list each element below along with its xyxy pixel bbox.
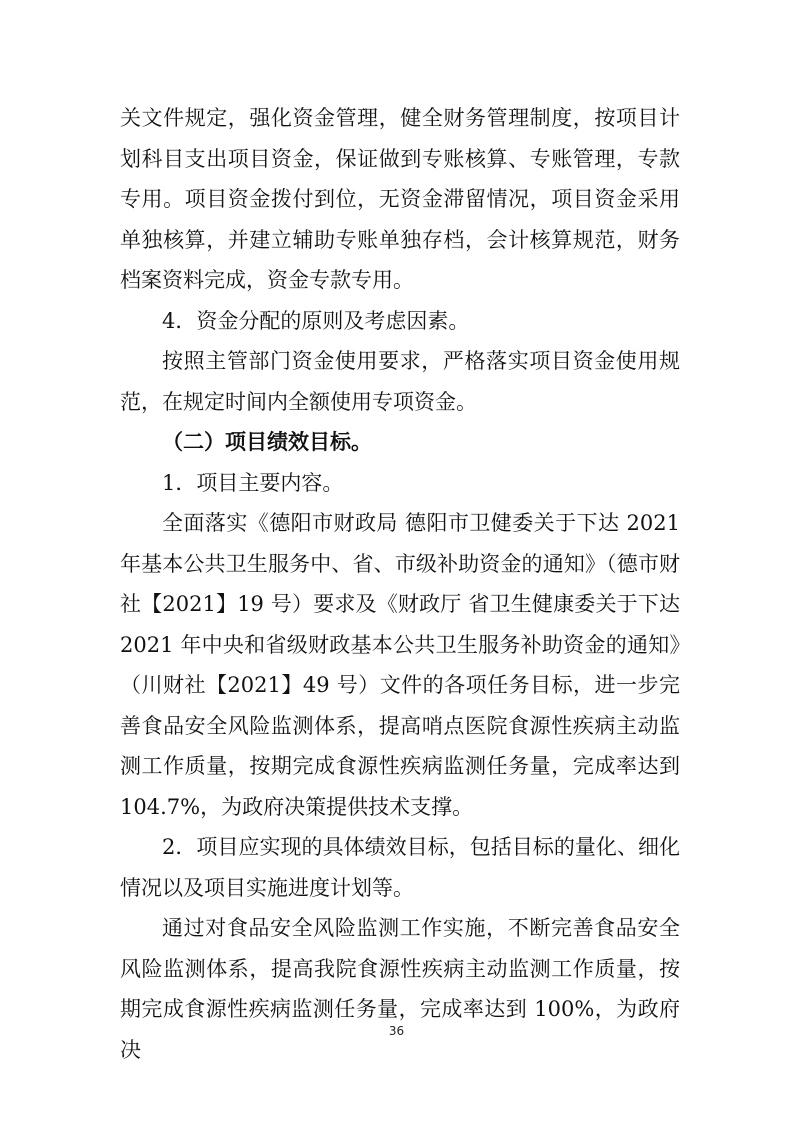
paragraph-specific-goals: 通过对食品安全风险监测工作实施，不断完善食品安全风险监测体系，提高我院食源性疾病主动监测工作质量，按期完成食源性疾病监测任务量，完成率达到 100%，为政府决 — [120, 916, 680, 1062]
item-1-heading: 1．项目主要内容。 — [162, 470, 344, 495]
paragraph-main-content: 全面落实《德阳市财政局 德阳市卫健委关于下达 2021 年基本公共卫生服务中、省、市级补助资金的通知》（德市财社【2021】19 号）要求及《财政厅 省卫生健康委关于下达 2021 年中央和省级财政基本公共卫生服务补助资金的通知》（川财社【2021】49 号）文件的各项任务目标，进一步完善食品安全风险监测体系，提高哨点医院食源性疾病主动监测工作质量，按期完成食源性疾病监测任务量，完成率达到 104.7%，为政府决策提供技术支撑。 — [120, 511, 680, 819]
paragraph-fund-allocation: 按照主管部门资金使用要求，严格落实项目资金使用规范，在规定时间内全额使用专项资金。 — [120, 349, 680, 414]
paragraph-continuation: 关文件规定，强化资金管理，健全财务管理制度，按项目计划科目支出项目资金，保证做到专账核算、专账管理，专款专用。项目资金拨付到位，无资金滞留情况，项目资金采用单独核算，并建立辅助专账单独存档，会计核算规范，财务档案资料完成，资金专款专用。 — [120, 106, 680, 292]
body-text — [120, 98, 680, 1070]
page-number: 36 — [388, 1024, 405, 1038]
section-heading-performance-goals: （二）项目绩效目标。 — [162, 429, 372, 454]
item-2-heading: 2．项目应实现的具体绩效目标，包括目标的量化、细化情况以及项目实施进度计划等。 — [120, 835, 680, 900]
item-4-heading: 4．资金分配的原则及考虑因素。 — [162, 308, 470, 333]
